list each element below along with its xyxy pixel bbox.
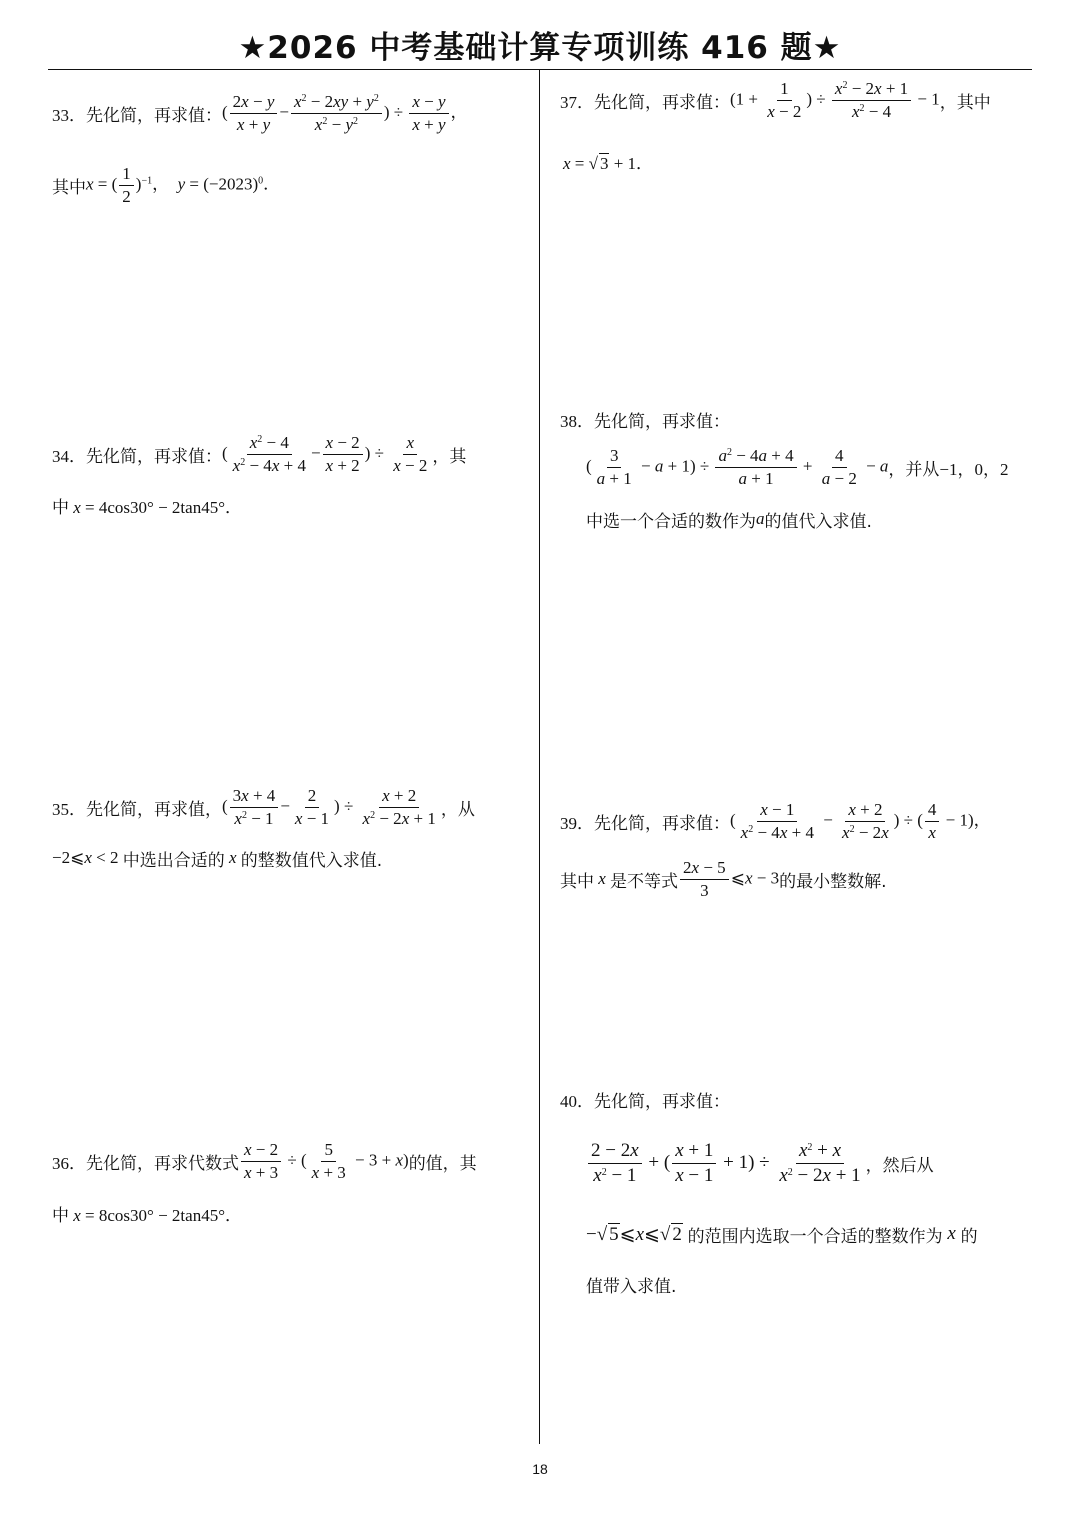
condition-text-3: 值带入求值.: [586, 1276, 677, 1297]
problem-number: 35．: [52, 799, 86, 819]
expression-40: $\frac{2 - 2x}{x^2 - 1}$ + ( $\frac{x + 1}{x - 1}$ + 1) ÷ $\frac{x^2 + x}{x^2 - 2x + 1}$: [586, 1141, 866, 1186]
problem-number: 36．: [52, 1153, 86, 1173]
range-40: −√ 5⩽x⩽√ 2: [586, 1223, 682, 1245]
expression-36: $\frac{x - 2}{x + 3}$ ÷ ( $\frac{5}{x + 3}$ − 3 + x): [239, 1141, 409, 1182]
condition-35: −2⩽x < 2: [52, 848, 123, 867]
condition-text: 中选一个合适的数作为: [586, 511, 756, 532]
header-rule: [48, 69, 1032, 70]
condition-33: x = ( $\frac{1}{2}$ )$^{-1}$， $y = (-2023)^0$．: [86, 163, 281, 206]
problem-prompt: 先化简，再求值：: [86, 105, 222, 126]
inequality-39: $\frac{2x - 5}{3}$ ⩽x − 3: [678, 859, 779, 900]
condition-text-2: 的值代入求值.: [764, 511, 872, 532]
page-number: 18: [532, 1461, 548, 1477]
problem-number: 33．: [52, 105, 86, 125]
condition-37: x = √ 3 + 1．: [563, 153, 654, 173]
problem-number: 37．: [560, 92, 594, 112]
expression-38: ( $\frac{3}{a + 1}$ − a + 1) ÷ $\frac{a^2 - 4a + 4}{a + 1}$ + $\frac{4}{a - 2}$ − a: [586, 445, 889, 488]
condition-label: 中: [52, 1205, 69, 1226]
expression-34: ( $\frac{x^2 - 4}{x^2 - 4x + 4}$ − $\frac{x - 2}{x + 2}$ ) ÷ $\frac{x}{x - 2}$: [222, 432, 428, 475]
problem-tail: ，其: [432, 446, 467, 467]
problem-prompt: 先化简，再求值：: [594, 92, 730, 113]
problem-tail: 的值，其: [408, 1153, 477, 1174]
expression-37: (1 + $\frac{1}{x - 2}$ ) ÷ $\frac{x^2 - 2x + 1}{x^2 - 4}$ − 1: [730, 78, 940, 121]
condition-label: 中: [52, 497, 69, 518]
condition-36: x = 8cos30° − 2tan45°．: [73, 1205, 242, 1225]
problem-prompt: 先化简，再求值：: [86, 446, 222, 467]
problem-tail: ，其中: [939, 92, 991, 113]
condition-text: 的范围内选取一个合适的整数作为: [687, 1226, 943, 1247]
problem-number: 39．: [560, 813, 594, 833]
condition-label: 其中: [560, 871, 594, 892]
problem-prompt: 先化简，再求值：: [594, 813, 730, 834]
choices-38: −1，0，2: [939, 459, 1009, 479]
condition-34: x = 4cos30° − 2tan45°．: [73, 497, 242, 517]
problem-prompt: 先化简，再求代数式: [86, 1153, 239, 1174]
problem-prompt: 先化简，再求值，: [86, 799, 222, 820]
condition-text: 是不等式: [610, 871, 679, 892]
page-title: ★2026 中考基础计算专项训练 416 题★: [238, 30, 842, 66]
expression-39: ( $\frac{x - 1}{x^2 - 4x + 4}$ − $\frac{x + 2}{x^2 - 2x}$ ) ÷ ( $\frac{4}{x}$ − 1)，: [730, 799, 991, 842]
condition-text: 中选出合适的: [122, 850, 225, 871]
condition-label: 其中: [52, 177, 86, 198]
expression-35: ( $\frac{3x + 4}{x^2 - 1}$ − $\frac{2}{x - 1}$ ) ÷ $\frac{x + 2}{x^2 - 2x + 1}$: [222, 785, 436, 828]
problem-tail: ，从: [440, 799, 475, 820]
condition-text-2: 的: [960, 1226, 978, 1247]
problem-number: 34．: [52, 446, 86, 466]
column-divider: [539, 70, 540, 1444]
problem-number: 38．: [560, 411, 594, 431]
problem-tail: ，然后从: [865, 1155, 934, 1176]
expression-33: ( $\frac{2x - y}{x + y}$ − $\frac{x^2 - 2xy + y^2}{x^2 - y^2}$ ) ÷ $\frac{x - y}{x + y}$ ，: [222, 91, 468, 134]
problem-tail: ，并从: [888, 459, 940, 480]
condition-text-2: 的最小整数解.: [779, 871, 887, 892]
problem-prompt: 先化简，再求值：: [594, 411, 730, 432]
condition-text-2: 的整数值代入求值.: [240, 850, 383, 871]
problem-number: 40．: [560, 1091, 594, 1111]
problem-prompt: 先化简，再求值：: [594, 1091, 730, 1112]
